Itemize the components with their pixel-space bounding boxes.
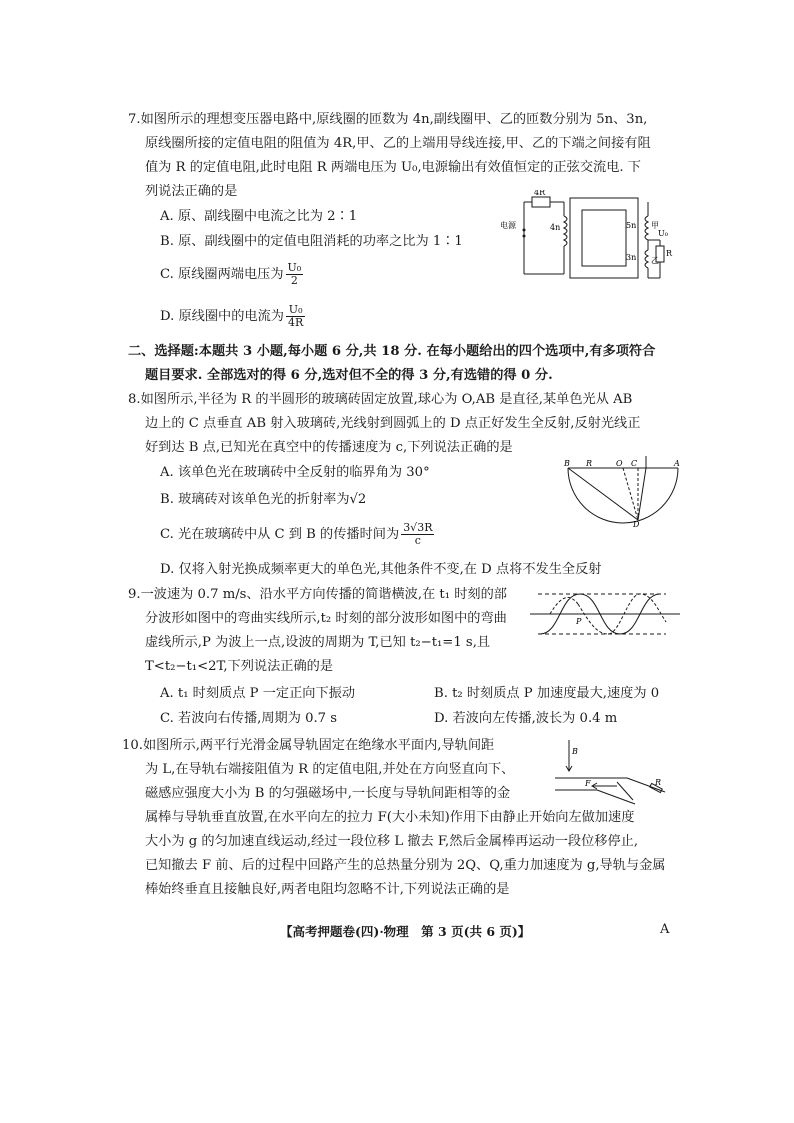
label-r: R	[666, 249, 673, 258]
fraction-denominator: 2	[290, 274, 298, 287]
q9-option-b: B. t₂ 时刻质点 P 加速度最大,速度为 0	[434, 686, 660, 701]
q9-line-2: 分波形如图中的弯曲实线所示,t₂ 时刻的部分波形如图中的弯曲	[145, 611, 507, 626]
label-b: B	[572, 747, 578, 756]
q9-line-4: T<t₂−t₁<2T,下列说法正确的是	[145, 659, 334, 674]
label-o: O	[616, 459, 623, 468]
label-u0: U₀	[658, 229, 668, 238]
q7-option-d	[160, 304, 305, 329]
fraction-numerator: U₀	[287, 261, 302, 274]
q8-option-c-fraction	[401, 522, 434, 547]
paper-version-mark: A	[660, 922, 670, 937]
q8-option-c	[160, 522, 434, 547]
section-2-header-line-1: 二、选择题:本题共 3 小题,每小题 6 分,共 18 分. 在每小题给出的四个选项中,有多项符合	[128, 344, 656, 359]
semicircle-glass-diagram	[560, 456, 685, 528]
q7-line-4: 列说法正确的是	[145, 184, 238, 199]
q9-option-d: D. 若波向左传播,波长为 0.4 m	[434, 711, 618, 726]
fraction-denominator: c	[414, 534, 421, 547]
wave-diagram	[530, 590, 680, 640]
q8-line-1: 8.如图所示,半径为 R 的半圆形的玻璃砖固定放置,球心为 O,AB 是直径,某单色光从 AB	[128, 392, 633, 407]
label-r: R	[586, 459, 593, 468]
q9-option-a: A. t₁ 时刻质点 P 一定正向下振动	[160, 686, 356, 701]
q10-line-7: 棒始终垂直且接触良好,两者电阻均忽略不计,下列说法正确的是	[145, 882, 510, 897]
fraction-numerator: 3√3R	[403, 521, 433, 534]
q9-line-1: 9.一波速为 0.7 m/s、沿水平方向传播的简谐横波,在 t₁ 时刻的部	[128, 587, 507, 602]
label-r: R	[655, 778, 662, 787]
q8-line-2: 边上的 C 点垂直 AB 射入玻璃砖,光线射到圆弧上的 D 点正好发生全反射,反射光线正	[145, 416, 641, 431]
label-b: B	[564, 459, 570, 468]
q7-line-1: 7.如图所示的理想变压器电路中,原线圈的匝数为 4n,副线圈甲、乙的匝数分别为 5n、3n,	[128, 112, 648, 127]
q7-option-a: A. 原、副线圈中电流之比为 2∶1	[160, 209, 358, 224]
q10-line-4: 属棒与导轨垂直放置,在水平向左的拉力 F(大小未知)作用下由静止开始向左做加速度	[145, 810, 635, 825]
q9-option-c: C. 若波向右传播,周期为 0.7 s	[160, 711, 338, 726]
q8-option-c-text: C. 光在玻璃砖中从 C 到 B 的传播时间为	[160, 527, 400, 542]
q7-option-c-fraction	[286, 262, 304, 287]
fraction-numerator: U₀	[286, 304, 305, 317]
q10-line-2: 为 L,在导轨右端接阻值为 R 的定值电阻,并处在方向竖直向下、	[145, 762, 515, 777]
q7-line-2: 原线圈所接的定值电阻的阻值为 4R,甲、乙的上端用导线连接,甲、乙的下端之间接有阻	[145, 136, 651, 151]
rails-diagram	[555, 740, 680, 805]
q9-line-3: 虚线所示,P 为波上一点,设波的周期为 T,已知 t₂−t₁=1 s,且	[145, 635, 491, 650]
label-3n: 3n	[626, 253, 637, 262]
label-4n: 4n	[550, 223, 561, 232]
page-footer: 【高考押题卷(四)·物理 第 3 页(共 6 页)】	[280, 924, 531, 939]
q8-option-b: B. 玻璃砖对该单色光的折射率为√2	[160, 492, 367, 507]
q7-option-b: B. 原、副线圈中的定值电阻消耗的功率之比为 1∶1	[160, 234, 463, 249]
q7-option-d-fraction	[286, 304, 305, 329]
section-2-header-line-2: 题目要求. 全部选对的得 6 分,选对但不全的得 3 分,有选错的得 0 分.	[145, 368, 553, 383]
label-a: A	[674, 459, 680, 468]
label-jia: 甲	[651, 221, 659, 230]
q7-option-c-text: C. 原线圈两端电压为	[160, 267, 284, 282]
q10-line-1: 10.如图所示,两平行光滑金属导轨固定在绝缘水平面内,导轨间距	[122, 738, 495, 753]
label-d: D	[633, 520, 640, 528]
label-yi: 乙	[651, 256, 659, 265]
transformer-circuit-diagram	[498, 190, 683, 285]
label-p: P	[576, 617, 582, 626]
label-f: F	[585, 779, 591, 788]
fraction-denominator: 4R	[288, 316, 304, 329]
q10-line-5: 大小为 g 的匀加速直线运动,经过一段位移 L 撤去 F,然后金属棒再运动一段位移停止,	[145, 834, 639, 849]
q8-option-d: D. 仅将入射光换成频率更大的单色光,其他条件不变,在 D 点将不发生全反射	[160, 562, 602, 577]
q8-option-a: A. 该单色光在玻璃砖中全反射的临界角为 30°	[160, 465, 430, 480]
label-source: 电源	[500, 221, 516, 230]
q7-option-c	[160, 262, 303, 287]
q7-line-3: 值为 R 的定值电阻,此时电阻 R 两端电压为 U₀,电源输出有效值恒定的正弦交流电. 下	[145, 160, 641, 175]
label-c: C	[631, 459, 638, 468]
q10-line-6: 已知撤去 F 前、后的过程中回路产生的总热量分别为 2Q、Q,重力加速度为 g,导轨与金属	[145, 858, 666, 873]
label-5n: 5n	[626, 221, 637, 230]
q10-line-3: 磁感应强度大小为 B 的匀强磁场中,一长度与导轨间距相等的金	[145, 786, 511, 801]
q7-option-d-text: D. 原线圈中的电流为	[160, 309, 284, 324]
q8-line-3: 好到达 B 点,已知光在真空中的传播速度为 c,下列说法正确的是	[145, 440, 513, 455]
label-4r: 4R	[534, 190, 546, 197]
